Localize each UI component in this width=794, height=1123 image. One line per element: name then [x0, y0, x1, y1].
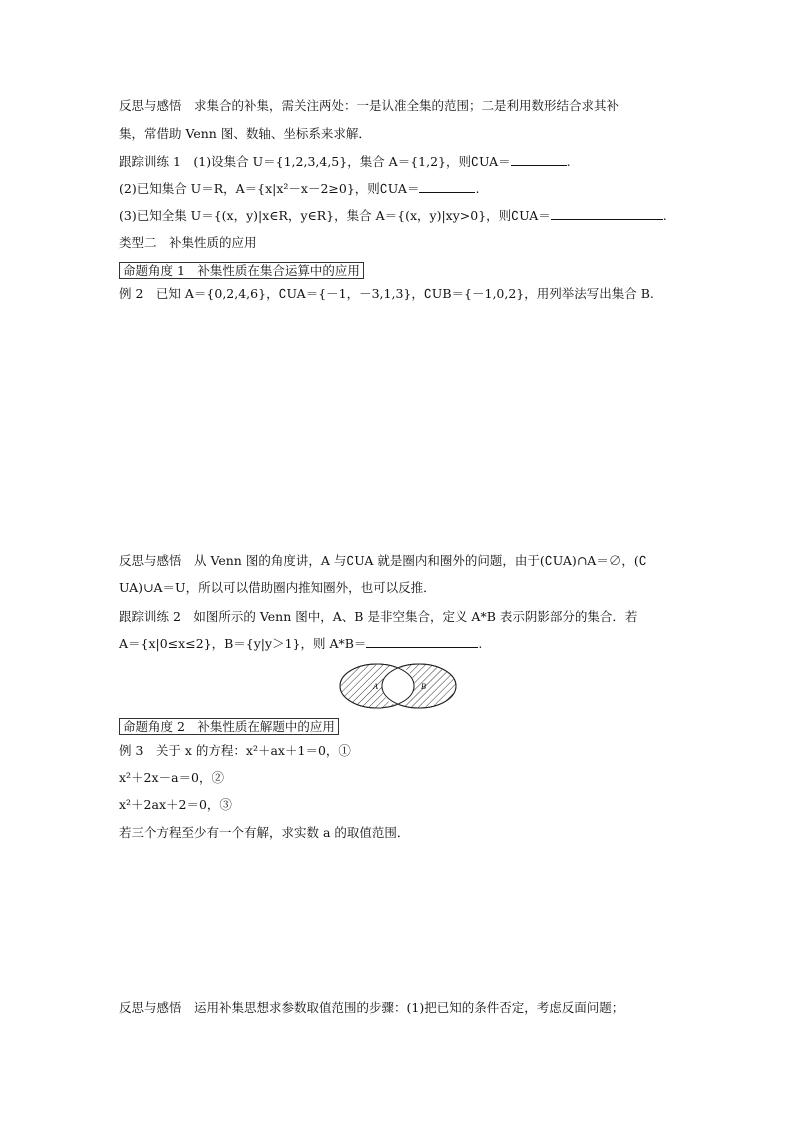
topic-angle-2: [119, 718, 339, 735]
exercise-1-part-1: 跟踪训练 1 (1)设集合 U＝{1,2,3,4,5}，集合 A＝{1,2}，则∁UA＝ .: [119, 154, 571, 169]
topic-angle-1: [119, 262, 364, 279]
example-2: 例 2 已知 A＝{0,2,4,6}，∁UA＝{－1，－3,1,3}，∁UB＝{－1,0,2}，用列举法写出集合 B.: [119, 286, 654, 301]
reflection-paragraph-2-line-2: UA)∪A＝U，所以可以借助圈内推知圈外，也可以反推．: [119, 580, 436, 595]
answer-blank[interactable]: [551, 208, 663, 220]
reflection-paragraph-2-line-1: 反思与感悟 从 Venn 图的角度讲，A 与∁UA 就是圈内和圈外的问题，由于(∁UA)∩A＝∅，(∁: [119, 553, 647, 568]
exercise-2-line-2: A＝{x|0≤x≤2}，B＝{y|y＞1}，则 A*B＝ .: [119, 636, 483, 651]
intersection-unshaded: [382, 667, 414, 705]
topic-angle-1-label: 命题角度 1 补集性质在集合运算中的应用: [119, 262, 364, 279]
example-3-equation-3: x²＋2ax＋2＝0，③: [119, 797, 232, 812]
exercise-1-part-2-text: (2)已知集合 U＝R，A＝{x|x²－x－2≥0}，则∁UA＝: [119, 181, 420, 196]
answer-blank[interactable]: [511, 154, 567, 166]
answer-blank[interactable]: [419, 181, 475, 193]
reflection-paragraph-1-line-2: 集，常借助 Venn 图、数轴、坐标系来求解．: [119, 126, 371, 141]
exercise-1-part-1-text: 跟踪训练 1 (1)设集合 U＝{1,2,3,4,5}，集合 A＝{1,2}，则∁UA＝: [119, 154, 511, 169]
example-3-equation-2: x²＋2x－a＝0，②: [119, 770, 224, 785]
venn-diagram: [337, 661, 459, 711]
section-heading-type-2: 类型二 补集性质的应用: [119, 235, 257, 250]
exercise-2-line-1: 跟踪训练 2 如图所示的 Venn 图中，A、B 是非空集合，定义 A*B 表示阴影部分的集合．若: [119, 609, 638, 624]
exercise-1-part-3-text: (3)已知全集 U＝{(x，y)|x∈R，y∈R}，集合 A＝{(x，y)|xy>0}，则∁UA＝: [119, 208, 551, 223]
exercise-1-part-2: (2)已知集合 U＝R，A＝{x|x²－x－2≥0}，则∁UA＝ .: [119, 181, 480, 196]
exercise-1-part-3: (3)已知全集 U＝{(x，y)|x∈R，y∈R}，集合 A＝{(x，y)|xy>0}，则∁UA＝ .: [119, 208, 667, 223]
exercise-2-line-2-text: A＝{x|0≤x≤2}，B＝{y|y＞1}，则 A*B＝: [119, 636, 367, 651]
venn-label-b: B: [421, 682, 426, 691]
reflection-paragraph-1-line-1: 反思与感悟 求集合的补集，需关注两处：一是认准全集的范围；二是利用数形结合求其补: [119, 98, 620, 113]
example-3-equation-1: 例 3 关于 x 的方程：x²＋ax＋1＝0，①: [119, 743, 351, 758]
answer-blank[interactable]: [366, 636, 478, 648]
venn-label-a: A: [373, 682, 378, 691]
topic-angle-2-label: 命题角度 2 补集性质在解题中的应用: [119, 718, 339, 735]
reflection-paragraph-3: 反思与感悟 运用补集思想求参数取值范围的步骤：(1)把已知的条件否定，考虑反面问题；: [119, 1000, 625, 1015]
example-3-question: 若三个方程至少有一个有解，求实数 a 的取值范围．: [119, 825, 410, 840]
